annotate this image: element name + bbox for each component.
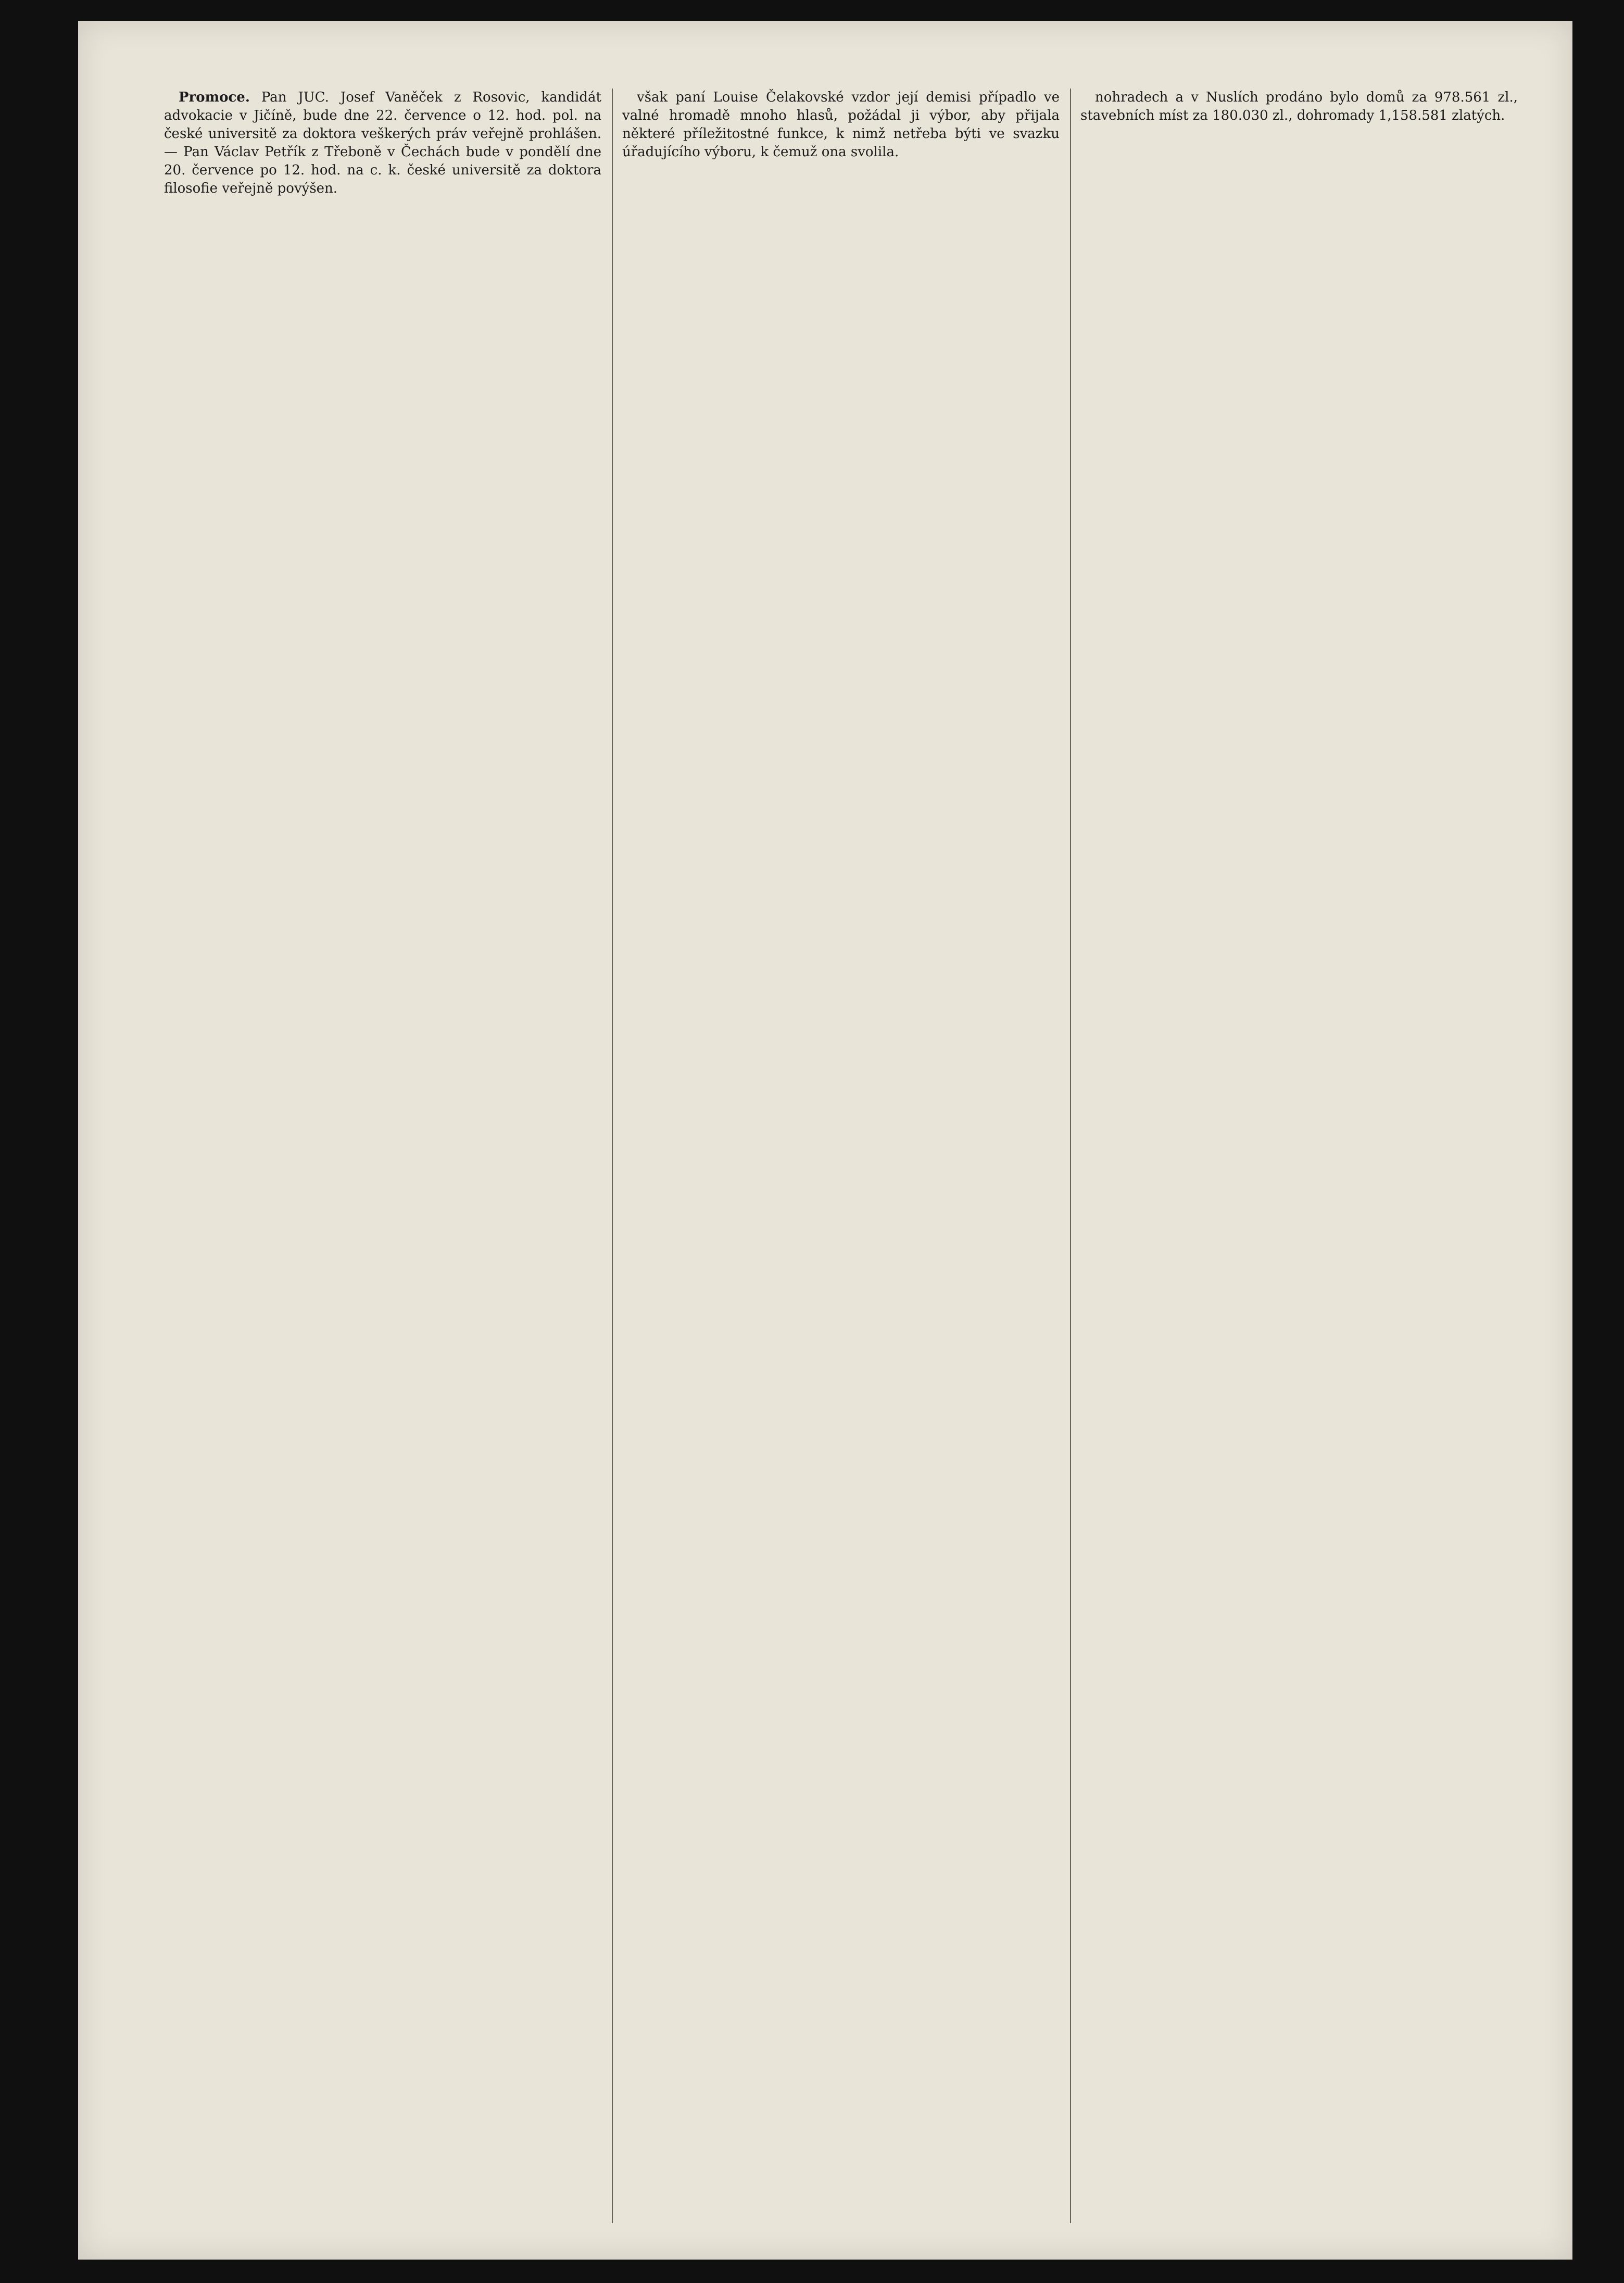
column-1 [164,89,601,2223]
column-divider [1070,89,1071,2223]
column-2 [622,89,1060,2223]
paragraph [622,89,1060,161]
paragraph-text: Pan JUC. Josef Vaněček z Rosovic, kandidát advokacie v Jičíně, bude dne 22. července o 12. hod. pol. na české universitě za doktora veškerých práv veřejně prohlášen. — Pan Václav Petřík z Třeboně v Čechách bude v pondělí dne 20. července po 12. hod. na c. k. české universitě za doktora filosofie veřejně povýšen. [164,90,601,196]
paragraph [1080,89,1518,125]
newspaper-page [78,21,1572,2260]
article-columns [164,89,1523,2223]
paragraph-text: však paní Louise Čelakovské vzdor její demisi případlo ve valné hromadě mnoho hlasů, požádal ji výbor, aby přijala některé příležitostné funkce, k nimž netřeba býti ve svazku úřadujícího výboru, k čemuž ona svolila. [622,90,1060,160]
paragraph-heading: Promoce. [179,90,250,105]
column-3 [1080,89,1518,2223]
paragraph-text: nohradech a v Nuslích prodáno bylo domů za 978.561 zl., stavebních míst za 180.030 zl., dohromady 1,158.581 zlatých. [1080,90,1518,123]
paragraph [164,89,601,198]
column-divider [612,89,613,2223]
